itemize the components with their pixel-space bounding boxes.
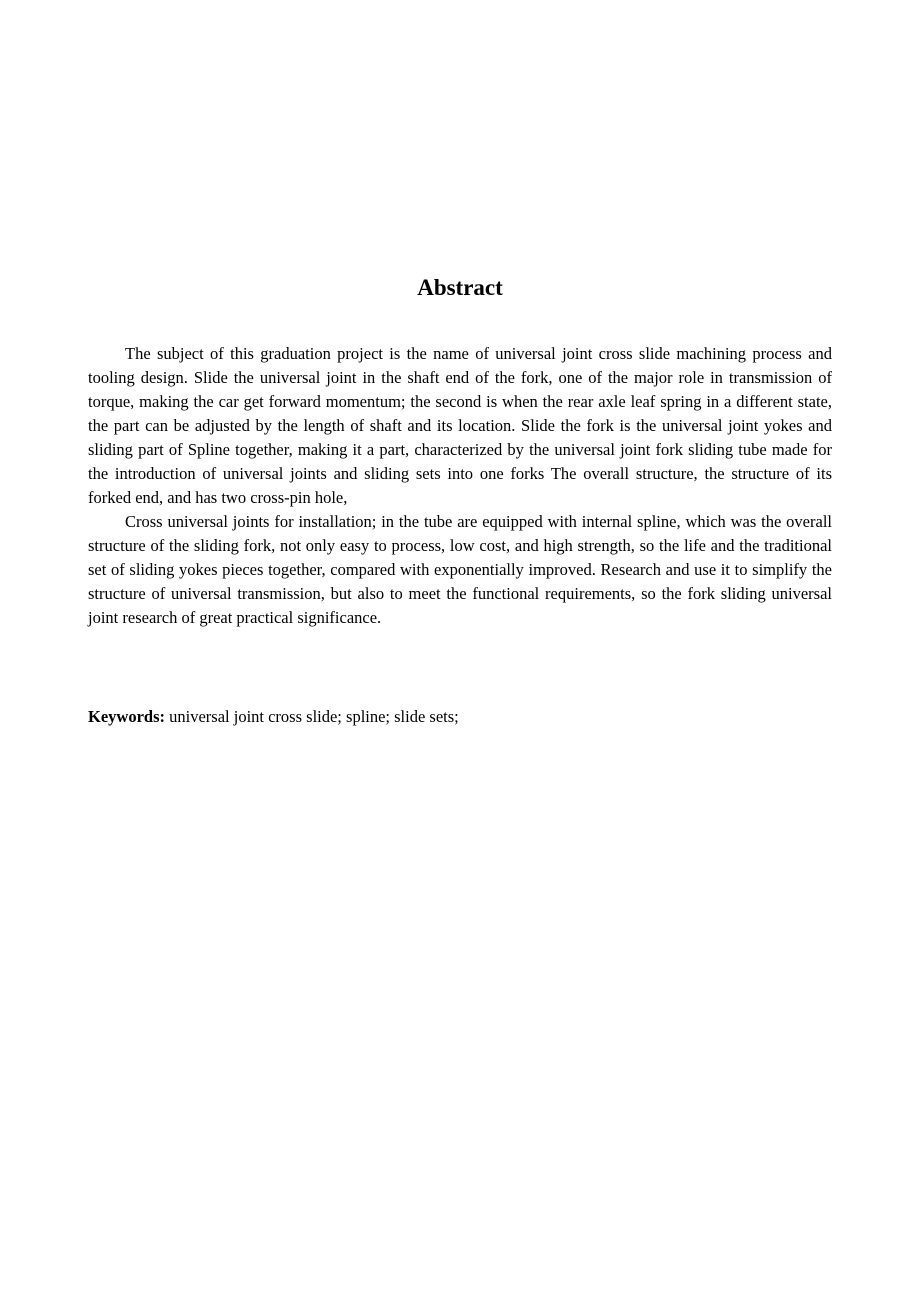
abstract-body <box>88 342 832 630</box>
keywords-line <box>88 705 832 729</box>
abstract-paragraph-2: Cross universal joints for installation; in the tube are equipped with internal spline, which was the overall structure of the sliding fork, not only easy to process, low cost, and high strength, so the life and the traditional set of sliding yokes pieces together, compared with exponentially improved. Research and use it to simplify the structure of universal transmission, but also to meet the functional requirements, so the fork sliding universal joint research of great practical significance. <box>88 512 832 627</box>
keywords-label: Keywords: <box>88 707 165 726</box>
abstract-title: Abstract <box>417 275 503 300</box>
abstract-paragraph-1: The subject of this graduation project is the name of universal joint cross slide machining process and tooling design. Slide the universal joint in the shaft end of the fork, one of the major role in transmission of torque, making the car get forward momentum; the second is when the rear axle leaf spring in a different state, the part can be adjusted by the length of shaft and its location. Slide the fork is the universal joint yokes and sliding part of Spline together, making it a part, characterized by the universal joint fork sliding tube made for the introduction of universal joints and sliding sets into one forks The overall structure, the structure of its forked end, and has two cross-pin hole, <box>88 344 832 507</box>
keywords-text: universal joint cross slide; spline; slide sets; <box>169 707 459 726</box>
